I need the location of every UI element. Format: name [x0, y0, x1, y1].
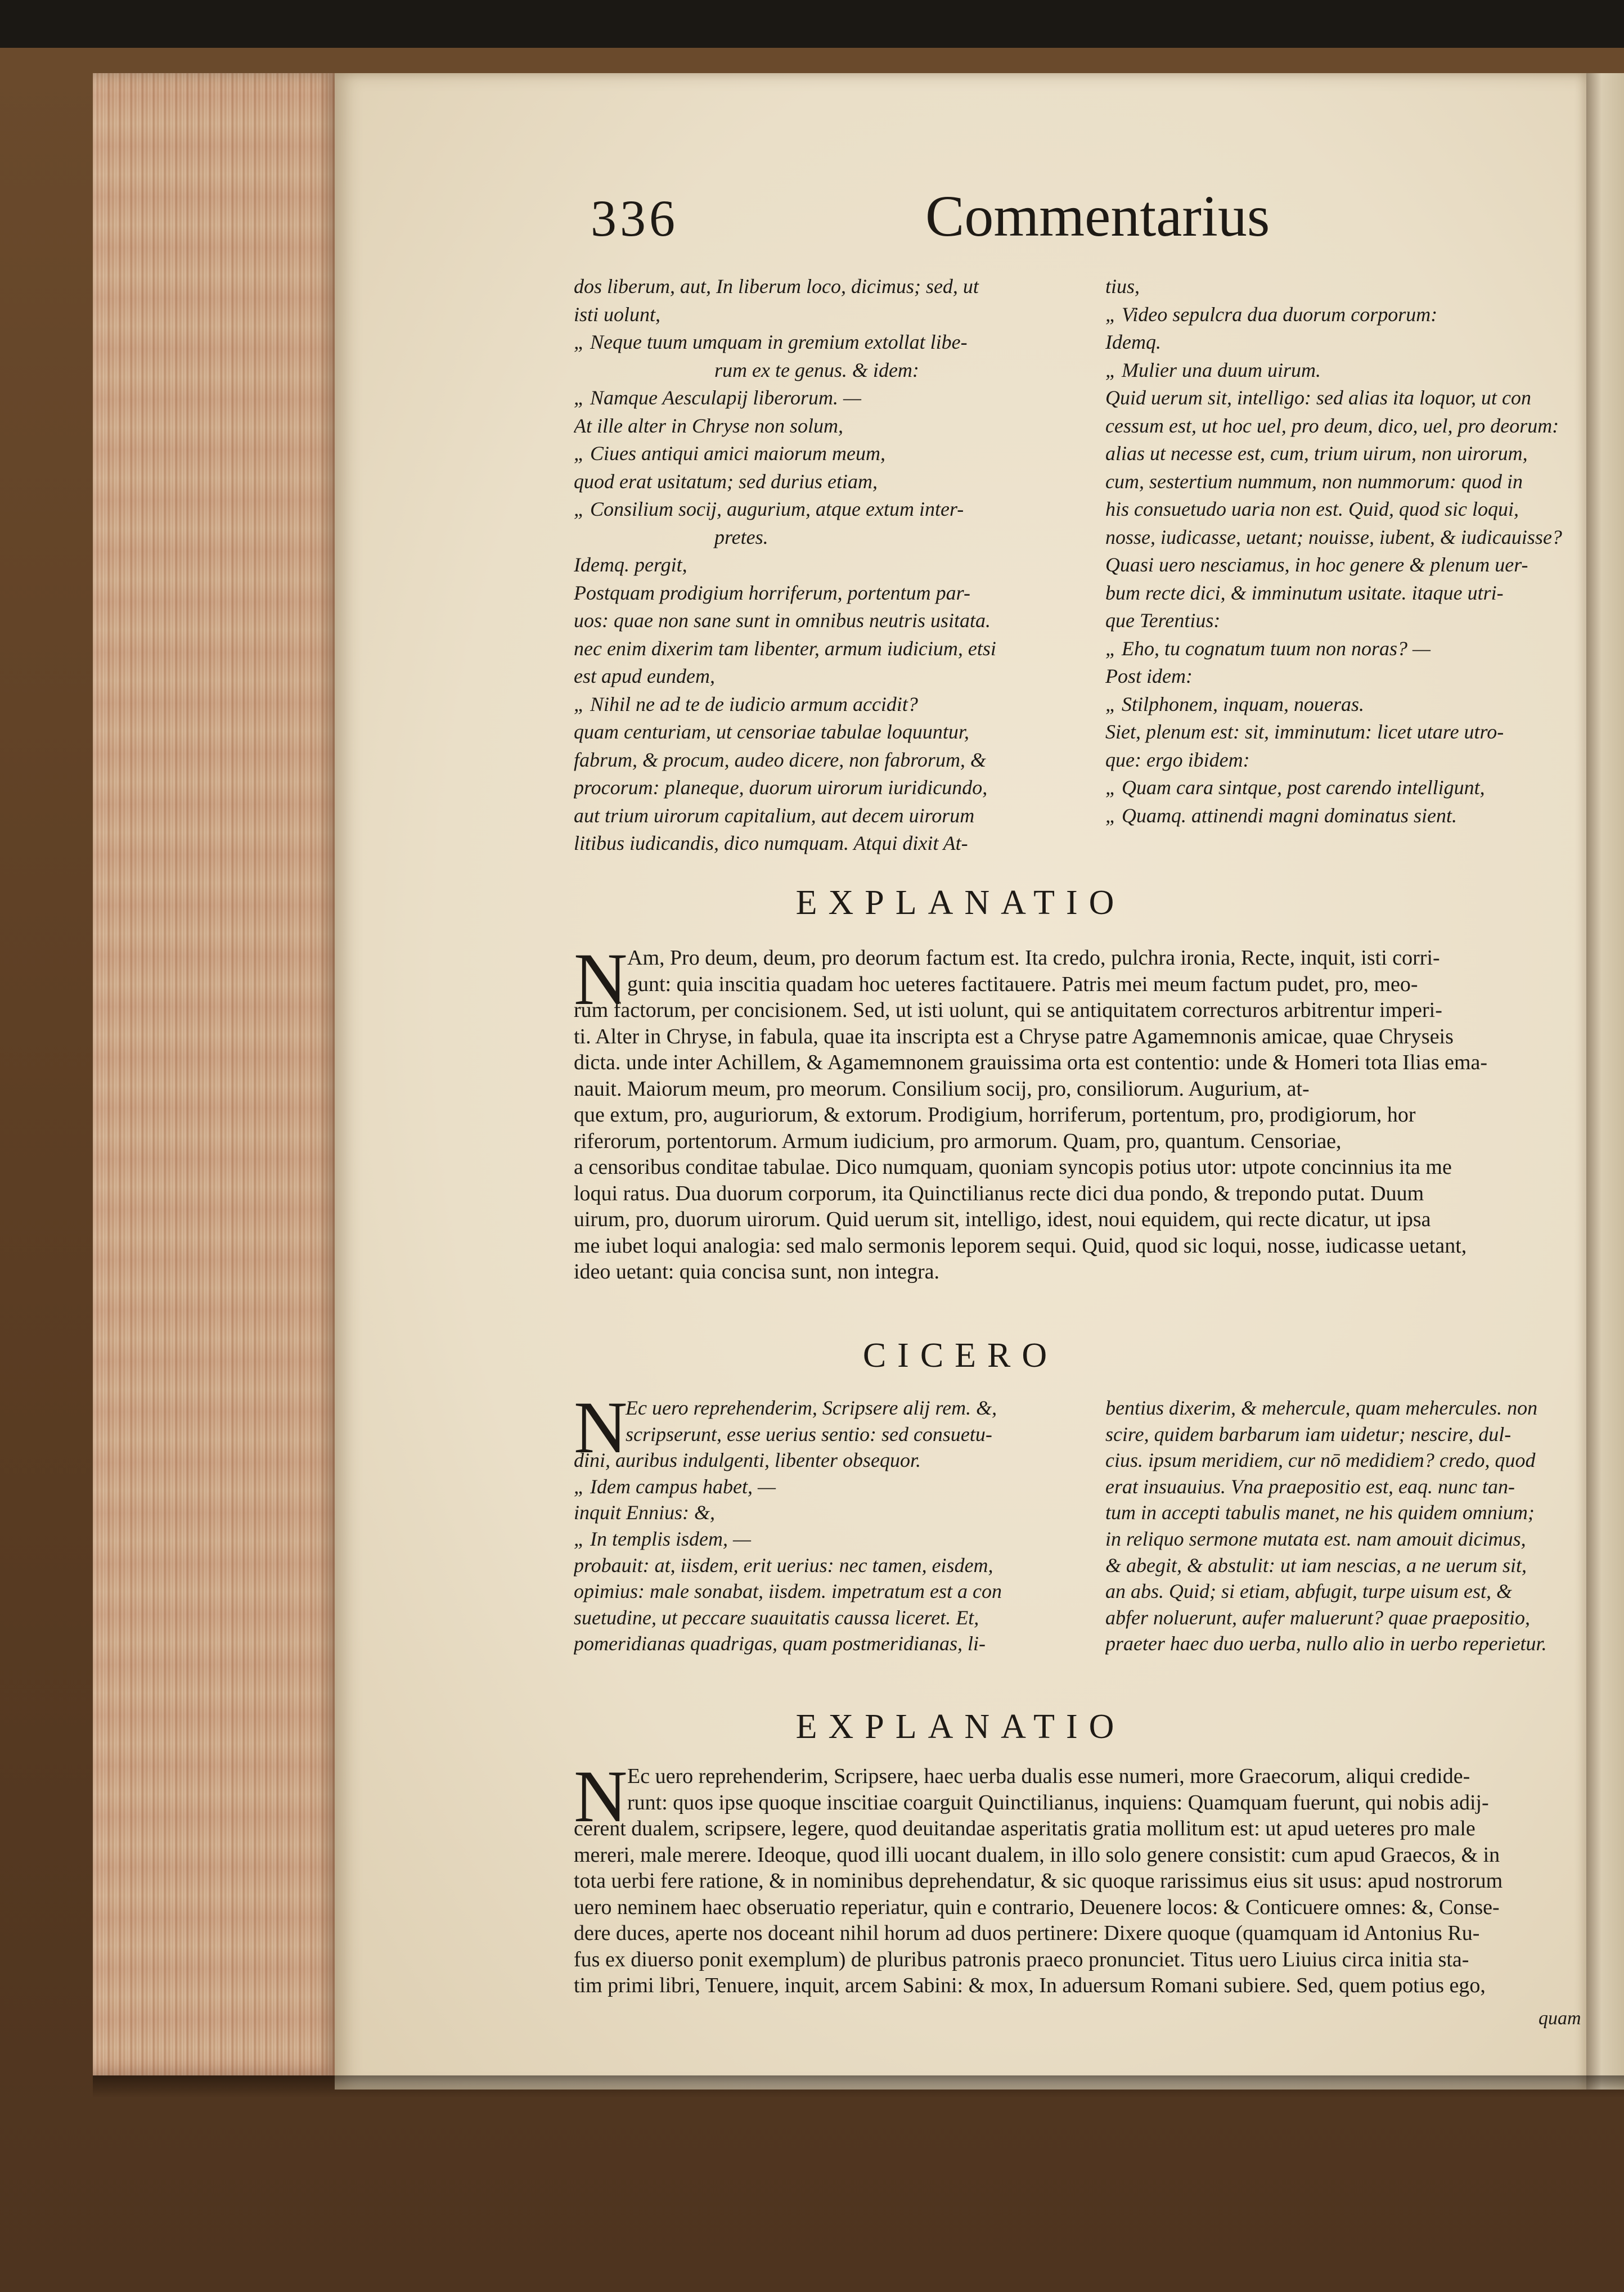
text-line: procorum: planeque, duorum uirorum iuridicundo,: [574, 776, 988, 799]
text-line: tim primi libri, Tenuere, inquit, arcem Sabini: & mox, In aduersum Romani subiere. Sed, quem potius ego,: [574, 1974, 1486, 1997]
text-line: bentius dixerim, & mehercule, quam mehercules. non: [1105, 1397, 1538, 1419]
page-number: 336: [591, 190, 678, 247]
text-line: dini, auribus indulgenti, libenter obsequor.: [574, 1449, 921, 1472]
text-line: Siet, plenum est: sit, imminutum: licet utare utro-: [1105, 721, 1504, 743]
verse-line: „ Quamq. attinendi magni dominatus sient.: [1105, 804, 1457, 827]
text-line: isti uolunt,: [574, 303, 661, 326]
text-line: ti. Alter in Chryse, in fabula, quae ita inscripta est a Chryse patre Agamemnonis amicae, quae Chryseis: [574, 1024, 1454, 1048]
verse-line: „ Stilphonem, inquam, noueras.: [1105, 692, 1365, 715]
text-line: his consuetudo uaria non est. Quid, quod sic loqui,: [1105, 498, 1519, 520]
text-line: nauit. Maiorum meum, pro meorum. Consilium socij, pro, consiliorum. Augurium, at-: [574, 1077, 1310, 1101]
text-line: runt: quos ipse quoque inscitiae coarguit Quinctilianus, inquiens: Quamquam fuerunt, qui nobis adij-: [627, 1790, 1489, 1814]
text-line: aut trium uirorum capitalium, aut decem uirorum: [574, 804, 975, 827]
text-line: Ec uero reprehenderim, Scripsere alij rem. &,: [626, 1397, 997, 1419]
verse-line: „ Nihil ne ad te de iudicio armum accidit?: [574, 692, 918, 715]
verse-line: „ Neque tuum umquam in gremium extollat libe-: [574, 331, 968, 353]
text-line: praeter haec duo uerba, nullo alio in uerbo reperietur.: [1105, 1632, 1547, 1655]
drop-cap: N: [574, 1386, 628, 1469]
explanatio-heading: EXPLANATIO: [795, 884, 1126, 922]
running-title: Commentarius: [925, 184, 1270, 249]
text-line: scire, quidem barbarum iam uidetur; nescire, dul-: [1105, 1422, 1511, 1446]
text-line: uirum, pro, duorum uirorum. Quid uerum sit, intelligo, idest, noui equidem, qui recte dicatur, ut ipsa: [574, 1208, 1431, 1231]
text-line: mereri, male merere. Ideoque, quod illi uocant dualem, in illo solo genere consistit: cum apud Graecos, & in: [574, 1843, 1500, 1867]
text-line: erat insuauius. Vna praepositio est, eaq. nunc tan-: [1105, 1475, 1515, 1498]
page-header: [335, 183, 1586, 256]
text-line: Quasi uero nesciamus, in hoc genere & plenum uer-: [1105, 553, 1528, 576]
verse-line: „ Video sepulcra dua duorum corporum:: [1105, 303, 1438, 326]
text-line: me iubet loqui analogia: sed malo sermonis leporem sequi. Quid, quod sic loqui, nosse, iudicasse uetant,: [574, 1233, 1467, 1258]
text-line: litibus iudicandis, dico numquam. Atqui dixit At-: [574, 832, 968, 854]
text-line: cerent dualem, scripsere, legere, quod deuitandae asperitatis gratia mollitum est: ut apud ueteres pro male: [574, 1817, 1475, 1840]
text-line: tum in accepti tabulis manet, ne his quidem omnium;: [1105, 1501, 1535, 1524]
text-line: Am, Pro deum, deum, pro deorum factum est. Ita credo, pulchra ironia, Recte, inquit, isti corri-: [627, 946, 1440, 970]
page-shadow: [93, 2075, 1624, 2098]
right-column: [1105, 273, 1589, 830]
text-line: an abs. Quid; si etiam, abfugit, turpe uisum est, &: [1105, 1580, 1512, 1603]
text-line: que Terentius:: [1105, 609, 1221, 632]
text-line: uero neminem haec obseruatio reperiatur, quin e contrario, Deuenere locos: & Conticuere omnes: &, Conse-: [574, 1895, 1500, 1919]
text-line: abfer noluerunt, aufer maluerunt? quae praepositio,: [1105, 1606, 1530, 1629]
explanatio-heading: EXPLANATIO: [795, 1708, 1126, 1746]
explanatio-body: [574, 1763, 1586, 1999]
text-line: in reliquo sermone mutata est. nam amouit dicimus,: [1105, 1527, 1526, 1550]
text-line: quam centuriam, ut censoriae tabulae loquuntur,: [574, 721, 969, 743]
text-line: quod erat usitatum; sed durius etiam,: [574, 470, 878, 493]
text-line: riferorum, portentorum. Armum iudicium, pro armorum. Quam, pro, quantum. Censoriae,: [574, 1129, 1342, 1153]
cicero-heading: CICERO: [862, 1336, 1059, 1375]
text-line: fus ex diuerso ponit exemplum) de pluribus patronis praeco pronunciet. Titus uero Liuius circa initia sta-: [574, 1947, 1469, 1971]
verse-line: „ In templis isdem, —: [574, 1527, 751, 1550]
verse-line: „ Idem campus habet, —: [574, 1475, 776, 1498]
text-line: dere duces, aperte nos doceant nihil horum ad duos pertinere: Dixere quoque (quamquam id Antonius Ru-: [574, 1921, 1480, 1945]
drop-cap: N: [574, 938, 628, 1020]
text-line: gunt: quia inscitia quadam hoc ueteres factitauere. Patris mei meum factum pudet, pro, meo-: [627, 972, 1418, 996]
verse-line: „ Eho, tu cognatum tuum non noras? —: [1105, 637, 1431, 660]
text-line: uos: quae non sane sunt in omnibus neutris usitata.: [574, 609, 991, 632]
drop-cap: N: [574, 1755, 628, 1838]
text-line: cum, sestertium nummum, non nummorum: quod in: [1105, 470, 1523, 493]
text-line: At ille alter in Chryse non solum,: [574, 414, 843, 437]
text-line: suetudine, ut peccare suauitatis caussa liceret. Et,: [574, 1606, 979, 1629]
text-line: bum recte dici, & imminutum usitate. itaque utri-: [1105, 581, 1504, 604]
text-line: nosse, iudicasse, uetant; nouisse, iubent, & iudicauisse?: [1105, 525, 1562, 548]
text-line: & abegit, & abstulit: ut iam nescias, a ne uerum sit,: [1105, 1553, 1527, 1577]
text-line: que: ergo ibidem:: [1105, 748, 1250, 771]
text-line: alias ut necesse est, cum, trium uirum, non uirorum,: [1105, 442, 1528, 465]
text-line: dicta. unde inter Achillem, & Agamemnonem grauissima orta est contentio: unde & Homeri tota Ilias ema-: [574, 1051, 1488, 1074]
text-line: cessum est, ut hoc uel, pro deum, dico, uel, pro deorum:: [1105, 414, 1559, 437]
book-page: [335, 73, 1586, 2090]
text-line: a censoribus conditae tabulae. Dico numquam, quoniam syncopis potius utor: utpote concinnius ita me: [574, 1155, 1452, 1179]
cicero-text-section-1: [335, 273, 1586, 875]
verse-line: „ Namque Aesculapij liberorum. —: [574, 386, 861, 409]
text-line: pomeridianas quadrigas, quam postmeridianas, li-: [574, 1632, 986, 1655]
verse-line: „ Mulier una duum uirum.: [1105, 358, 1321, 381]
text-line: scripserunt, esse uerius sentio: sed consuetu-: [626, 1422, 992, 1446]
text-line: tota uerbi fere ratione, & in nominibus deprehendatur, & sic quoque rarissimus eius sit usus: apud nostrorum: [574, 1869, 1503, 1893]
catchword: quam: [1538, 2008, 1581, 2029]
verse-line: „ Quam cara sintque, post carendo intelligunt,: [1105, 776, 1485, 799]
text-line: rum factorum, per concisionem. Sed, ut isti uolunt, qui se antiquitatem correcturos arbitrentur imperi-: [574, 998, 1442, 1022]
text-line: Ec uero reprehenderim, Scripsere, haec uerba dualis esse numeri, more Graecorum, aliqui credide-: [627, 1764, 1470, 1788]
text-line: Post idem:: [1105, 665, 1193, 687]
next-page-edge: [1586, 73, 1624, 2090]
right-column: [1105, 1395, 1589, 1657]
text-line: opimius: male sonabat, iisdem. impetratum est a con: [574, 1580, 1002, 1603]
verse-line: „ Ciues antiqui amici maiorum meum,: [574, 442, 885, 465]
text-line: inquit Ennius: &,: [574, 1501, 715, 1524]
text-line: cius. ipsum meridiem, cur nō medidiem? credo, quod: [1105, 1449, 1536, 1472]
explanatio-body: [574, 945, 1586, 1285]
text-line: Idemq. pergit,: [574, 553, 687, 576]
verse-line: pretes.: [714, 525, 768, 548]
cicero-text-section-2: [335, 1386, 1586, 1710]
page-edges: [93, 73, 338, 2075]
text-line: loqui ratus. Dua duorum corporum, ita Quinctilianus recte dici dua pondo, & trepondo putat. Duum: [574, 1181, 1424, 1205]
verse-line: rum ex te genus. & idem:: [714, 358, 919, 381]
text-line: probauit: at, iisdem, erit uerius: nec tamen, eisdem,: [574, 1553, 993, 1577]
text-line: est apud eundem,: [574, 665, 715, 687]
text-line: fabrum, & procum, audeo dicere, non fabrorum, &: [574, 748, 986, 771]
text-line: dos liberum, aut, In liberum loco, dicimus; sed, ut: [574, 275, 979, 298]
text-line: Idemq.: [1105, 331, 1161, 353]
text-line: Quid uerum sit, intelligo: sed alias ita loquor, ut con: [1105, 386, 1531, 409]
left-column: [574, 1395, 1097, 1657]
text-line: que extum, pro, auguriorum, & extorum. Prodigium, horriferum, portentum, pro, prodigiorum, hor: [574, 1103, 1416, 1127]
text-line: nec enim dixerim tam libenter, armum iudicium, etsi: [574, 637, 996, 660]
text-line: ideo uetant: quia concisa sunt, non integra.: [574, 1260, 940, 1284]
verse-line: „ Consilium socij, augurium, atque extum inter-: [574, 498, 964, 520]
text-line: Postquam prodigium horriferum, portentum par-: [574, 581, 970, 604]
text-line: tius,: [1105, 275, 1140, 298]
